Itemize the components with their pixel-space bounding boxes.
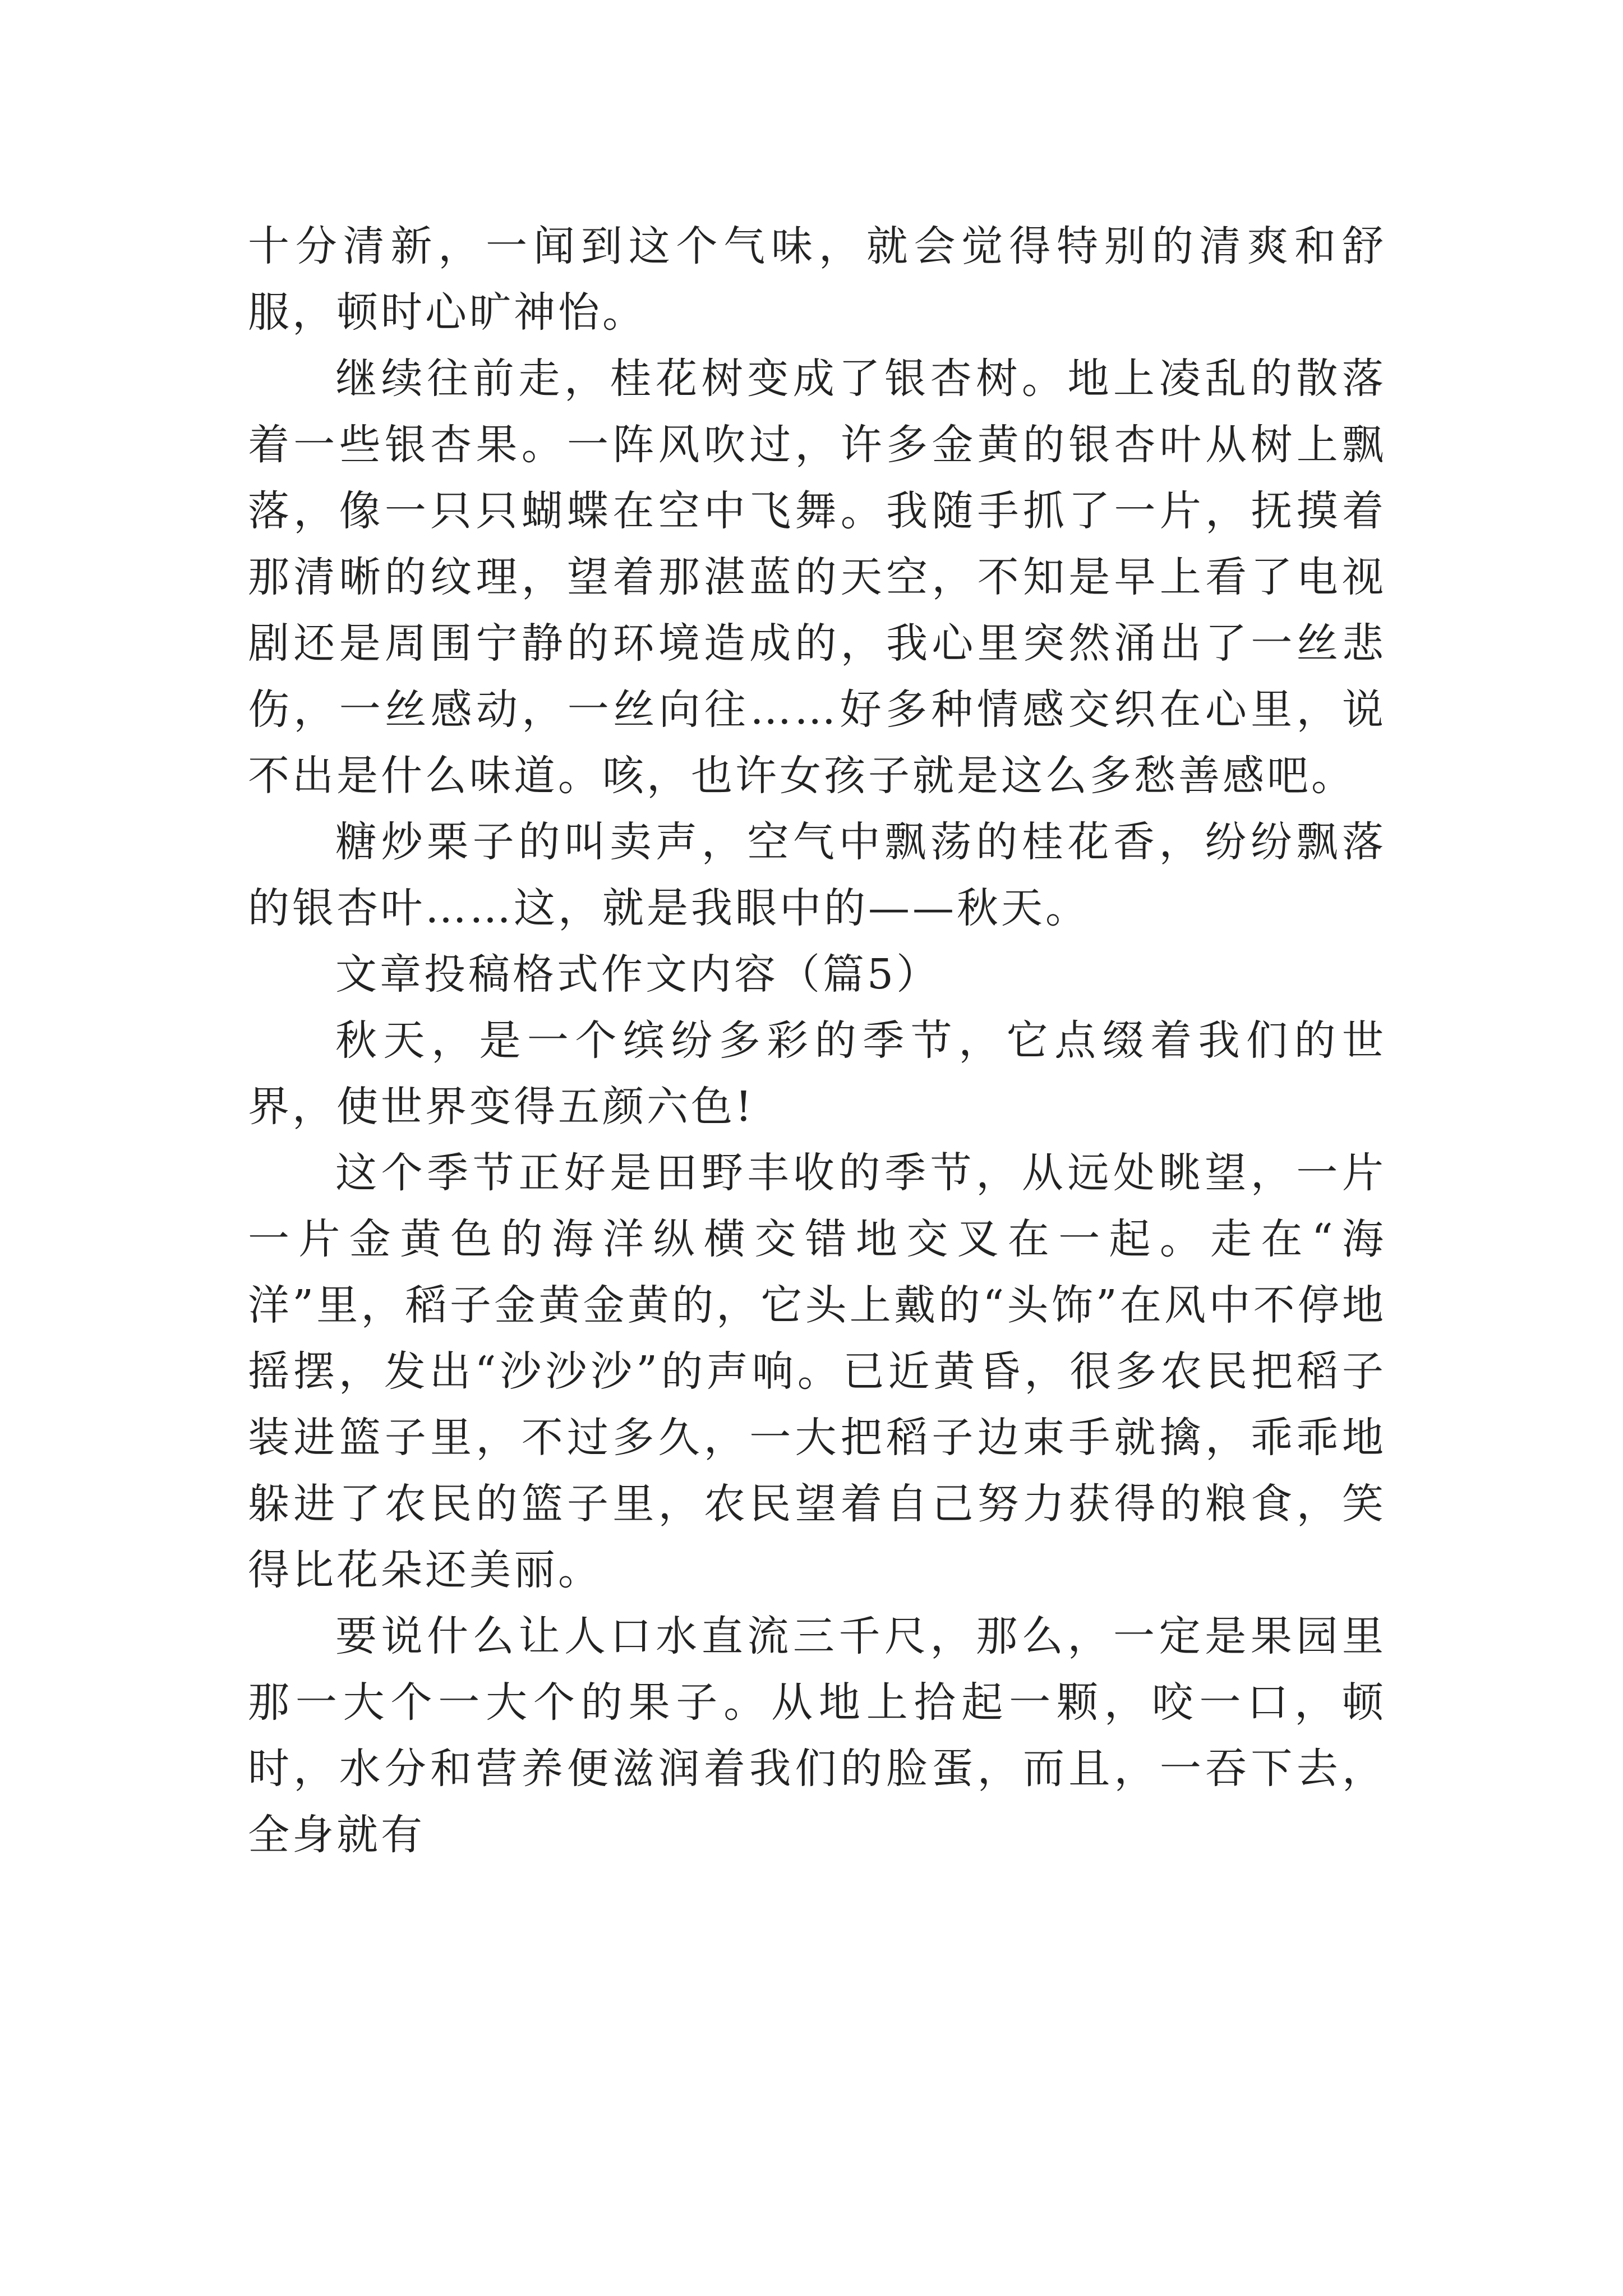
paragraph-autumn-summary: 糖炒栗子的叫卖声，空气中飘荡的桂花香，纷纷飘落的银杏叶……这，就是我眼中的——秋天。 bbox=[248, 818, 1386, 932]
paragraph-colorful-season: 秋天，是一个缤纷多彩的季节，它点缀着我们的世界，使世界变得五颜六色! bbox=[248, 1016, 1386, 1131]
paragraph-continued: 十分清新，一闻到这个气味，就会觉得特别的清爽和舒服，顿时心旷神怡。 bbox=[248, 222, 1386, 337]
paragraph-ginkgo: 继续往前走，桂花树变成了银杏树。地上凌乱的散落着一些银杏果。一阵风吹过，许多金黄的银杏叶从树上飘落，像一只只蝴蝶在空中飞舞。我随手抓了一片，抚摸着那清晰的纹理，望着那湛蓝的天空，不知是早上看了电视剧还是周围宁静的环境造成的，我心里突然涌出了一丝悲伤，一丝感动，一丝向往……好多种情感交织在心里，说不出是什么味道。咳，也许女孩子就是这么多愁善感吧。 bbox=[248, 355, 1386, 800]
paragraph-harvest-fields: 这个季节正好是田野丰收的季节，从远处眺望，一片一片金黄色的海洋纵横交错地交叉在一起。走在“海洋”里，稻子金黄金黄的，它头上戴的“头饰”在风中不停地摇摆，发出“沙沙沙”的声响。已近黄昏，很多农民把稻子装进篮子里，不过多久，一大把稻子边束手就擒，乖乖地躲进了农民的篮子里，农民望着自己努力获得的粮食，笑得比花朵还美丽。 bbox=[248, 1149, 1386, 1594]
document-body bbox=[248, 213, 1386, 1868]
section-heading: 文章投稿格式作文内容（篇5） bbox=[335, 950, 941, 999]
paragraph-orchard: 要说什么让人口水直流三千尺，那么，一定是果园里那一大个一大个的果子。从地上拾起一颗，咬一口，顿时，水分和营养便滋润着我们的脸蛋，而且，一吞下去，全身就有 bbox=[248, 1612, 1386, 1859]
